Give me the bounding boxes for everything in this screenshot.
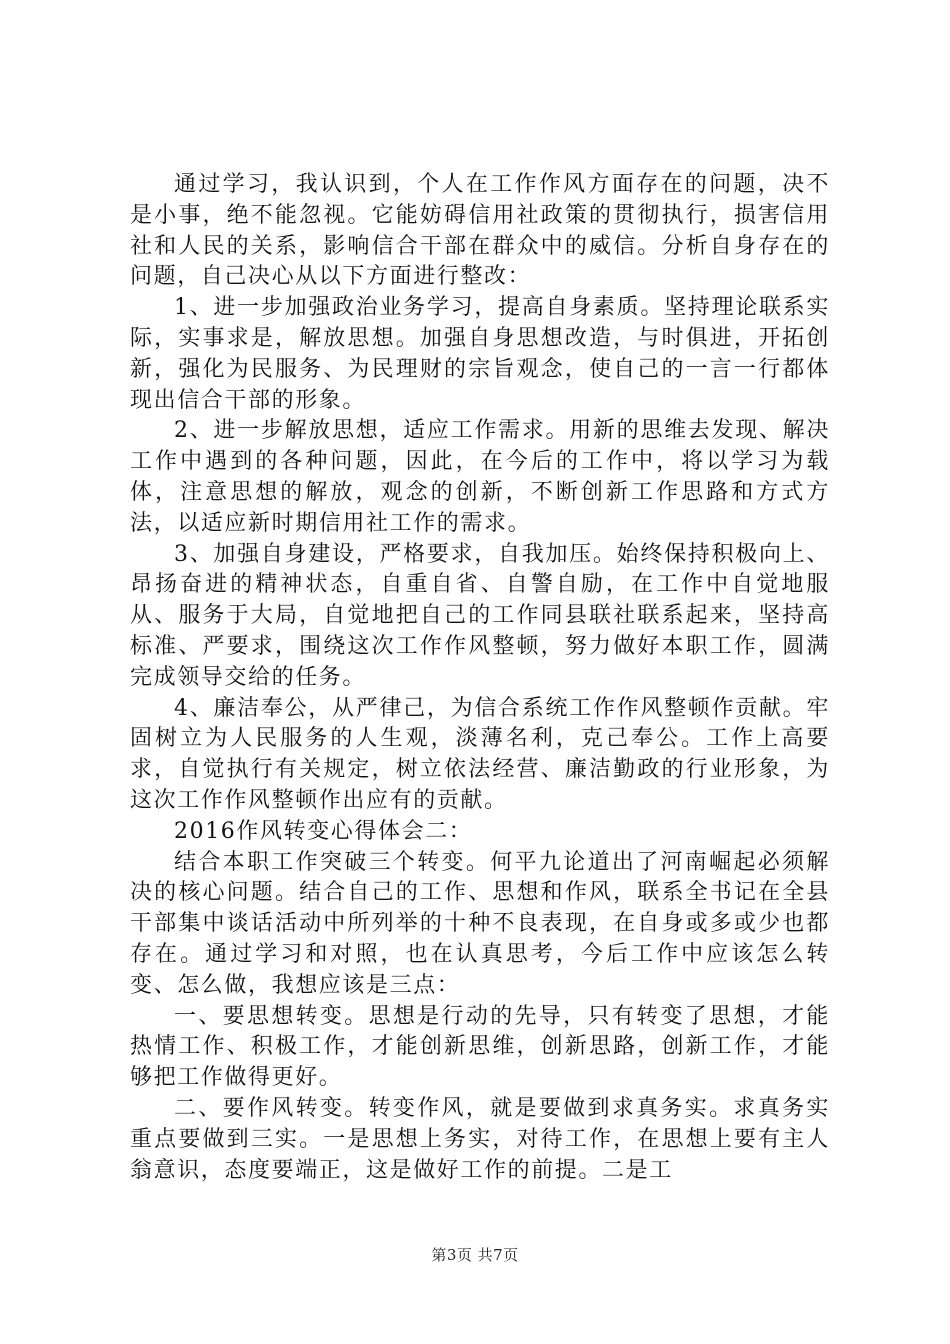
paragraph: 3、加强自身建设，严格要求，自我加压。始终保持积极向上、昂扬奋进的精神状态，自重自省、自警自励，在工作中自觉地服从、服务于大局，自觉地把自己的工作同县联社联系起来，坚持高标准、严要求，围绕这次工作作风整顿，努力做好本职工作，圆满完成领导交给的任务。 — [130, 541, 830, 690]
paragraph: 4、廉洁奉公，从严律己，为信合系统工作作风整顿作贡献。牢固树立为人民服务的人生观，淡薄名利，克己奉公。工作上高要求，自觉执行有关规定，树立依法经营、廉洁勤政的行业形象，为这次工作作风整顿作出应有的贡献。 — [130, 695, 830, 813]
paragraph: 通过学习，我认识到，个人在工作作风方面存在的问题，决不是小事，绝不能忽视。它能妨碍信用社政策的贯彻执行，损害信用社和人民的关系，影响信合干部在群众中的威信。分析自身存在的问题，自己决心从以下方面进行整改： — [130, 172, 830, 290]
paragraph: 2、进一步解放思想，适应工作需求。用新的思维去发现、解决工作中遇到的各种问题，因此，在今后的工作中，将以学习为载体，注意思想的解放，观念的创新，不断创新工作思路和方式方法，以适应新时期信用社工作的需求。 — [130, 418, 830, 536]
paragraph: 结合本职工作突破三个转变。何平九论道出了河南崛起必须解决的核心问题。结合自己的工作、思想和作风，联系全书记在全县干部集中谈话活动中所列举的十种不良表现，在自身或多或少也都存在。通过学习和对照，也在认真思考，今后工作中应该怎么转变、怎么做，我想应该是三点： — [130, 849, 830, 998]
paragraph: 1、进一步加强政治业务学习，提高自身素质。坚持理论联系实际，实事求是，解放思想。加强自身思想改造，与时俱进，开拓创新，强化为民服务、为民理财的宗旨观念，使自己的一言一行都体现出信合干部的形象。 — [130, 295, 830, 413]
section-heading: 2016作风转变心得体会二： — [174, 818, 473, 844]
paragraph: 一、要思想转变。思想是行动的先导，只有转变了思想，才能热情工作、积极工作，才能创新思维，创新思路，创新工作，才能够把工作做得更好。 — [130, 1003, 830, 1091]
paragraph: 二、要作风转变。转变作风，就是要做到求真务实。求真务实重点要做到三实。一是思想上务实，对待工作，在思想上要有主人翁意识，态度要端正，这是做好工作的前提。二是工 — [130, 1095, 830, 1183]
document-body — [130, 170, 830, 1186]
page-number-footer: 第3页 共7页 — [431, 1246, 519, 1264]
